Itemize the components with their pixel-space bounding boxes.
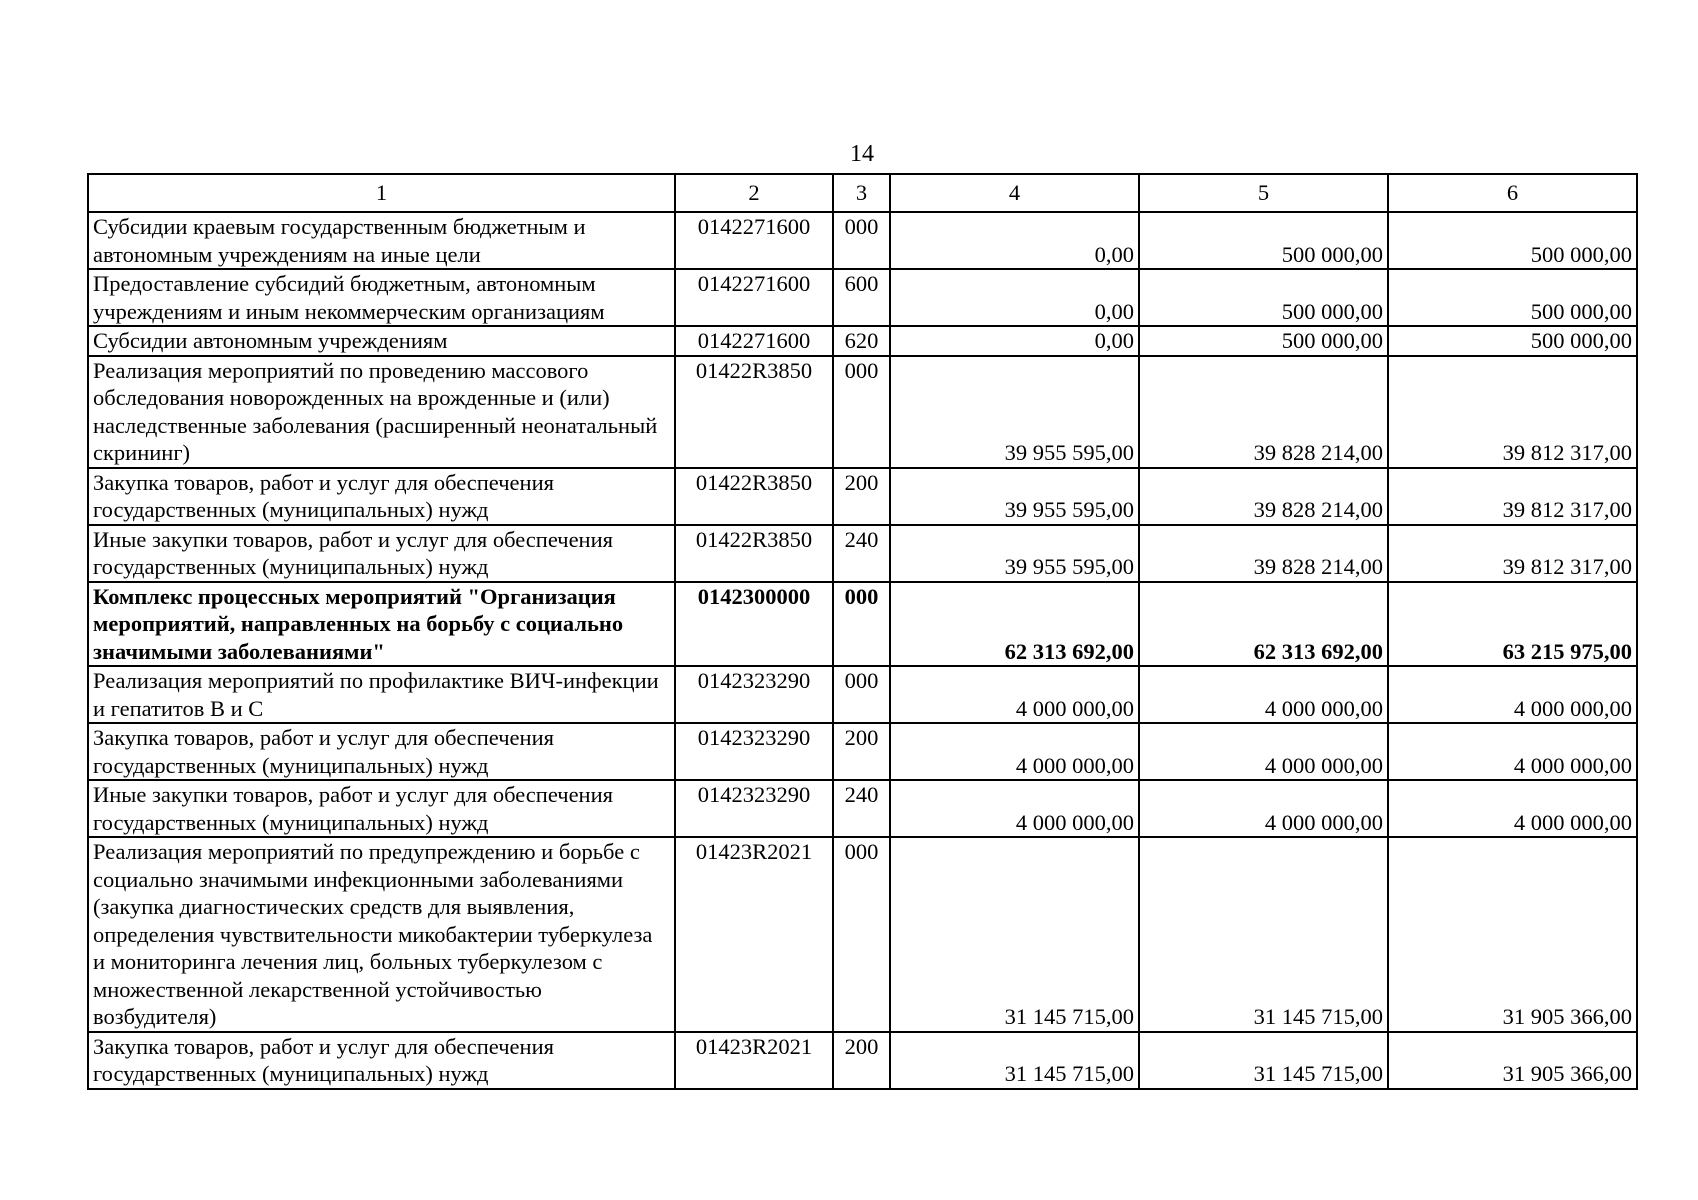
table-row <box>88 326 1637 356</box>
table-row <box>88 356 1637 468</box>
row-expense-type: 620 <box>833 326 890 356</box>
column-header-1: 1 <box>88 174 675 212</box>
row-name: Комплекс процессных мероприятий "Организация мероприятий, направленных на борьбу с социально значимыми заболеваниями" <box>88 582 675 667</box>
table-row <box>88 723 1637 780</box>
row-amount-year3: 4 000 000,00 <box>1388 723 1637 780</box>
budget-table <box>87 173 1638 1090</box>
row-amount-year3: 39 812 317,00 <box>1388 356 1637 468</box>
table-row <box>88 1032 1637 1089</box>
row-code: 0142271600 <box>675 212 833 269</box>
row-expense-type: 000 <box>833 582 890 667</box>
table-row <box>88 212 1637 269</box>
row-expense-type: 000 <box>833 837 890 1032</box>
row-expense-type: 000 <box>833 356 890 468</box>
row-amount-year2: 4 000 000,00 <box>1139 780 1388 837</box>
row-expense-type: 240 <box>833 780 890 837</box>
row-amount-year1: 4 000 000,00 <box>890 780 1139 837</box>
row-amount-year2: 4 000 000,00 <box>1139 666 1388 723</box>
row-code: 01422R3850 <box>675 356 833 468</box>
row-amount-year1: 39 955 595,00 <box>890 356 1139 468</box>
row-amount-year2: 31 145 715,00 <box>1139 1032 1388 1089</box>
row-amount-year1: 31 145 715,00 <box>890 1032 1139 1089</box>
row-amount-year3: 31 905 366,00 <box>1388 837 1637 1032</box>
row-amount-year3: 31 905 366,00 <box>1388 1032 1637 1089</box>
row-name: Субсидии автономным учреждениям <box>88 326 675 356</box>
row-amount-year3: 500 000,00 <box>1388 212 1637 269</box>
table-row <box>88 837 1637 1032</box>
row-expense-type: 200 <box>833 1032 890 1089</box>
row-name: Предоставление субсидий бюджетным, автономным учреждениям и иным некоммерческим организациям <box>88 269 675 326</box>
row-name: Субсидии краевым государственным бюджетным и автономным учреждениям на иные цели <box>88 212 675 269</box>
column-header-3: 3 <box>833 174 890 212</box>
row-code: 0142323290 <box>675 780 833 837</box>
row-amount-year1: 0,00 <box>890 269 1139 326</box>
row-amount-year3: 39 812 317,00 <box>1388 468 1637 525</box>
row-code: 0142323290 <box>675 723 833 780</box>
row-code: 01423R2021 <box>675 837 833 1032</box>
row-amount-year2: 39 828 214,00 <box>1139 525 1388 582</box>
row-amount-year3: 4 000 000,00 <box>1388 666 1637 723</box>
row-expense-type: 240 <box>833 525 890 582</box>
row-amount-year3: 4 000 000,00 <box>1388 780 1637 837</box>
row-amount-year1: 62 313 692,00 <box>890 582 1139 667</box>
row-code: 01422R3850 <box>675 468 833 525</box>
table-row <box>88 666 1637 723</box>
row-code: 01422R3850 <box>675 525 833 582</box>
row-amount-year1: 0,00 <box>890 326 1139 356</box>
row-code: 0142271600 <box>675 269 833 326</box>
row-code: 01423R2021 <box>675 1032 833 1089</box>
row-amount-year2: 500 000,00 <box>1139 326 1388 356</box>
row-expense-type: 200 <box>833 723 890 780</box>
column-header-5: 5 <box>1139 174 1388 212</box>
row-amount-year1: 31 145 715,00 <box>890 837 1139 1032</box>
row-amount-year2: 500 000,00 <box>1139 212 1388 269</box>
row-name: Реализация мероприятий по проведению массового обследования новорожденных на врожденные и (или) наследственные заболевания (расширенный неонатальный скрининг) <box>88 356 675 468</box>
page-number: 14 <box>850 141 874 167</box>
row-name: Реализация мероприятий по предупреждению и борьбе с социально значимыми инфекционными заболеваниями (закупка диагностических средств для выявления, определения чувствительности микобактерии туберкулеза и мониторинга лечения лиц, больных туберкулезом с множественной лекарственной устойчивостью возбудителя) <box>88 837 675 1032</box>
row-amount-year2: 31 145 715,00 <box>1139 837 1388 1032</box>
row-amount-year3: 39 812 317,00 <box>1388 525 1637 582</box>
column-header-6: 6 <box>1388 174 1637 212</box>
row-name: Иные закупки товаров, работ и услуг для обеспечения государственных (муниципальных) нужд <box>88 780 675 837</box>
table-row <box>88 269 1637 326</box>
row-amount-year3: 63 215 975,00 <box>1388 582 1637 667</box>
row-amount-year2: 500 000,00 <box>1139 269 1388 326</box>
row-expense-type: 000 <box>833 666 890 723</box>
row-amount-year2: 39 828 214,00 <box>1139 356 1388 468</box>
table-row-subtotal <box>88 582 1637 667</box>
table-row <box>88 780 1637 837</box>
row-name: Закупка товаров, работ и услуг для обеспечения государственных (муниципальных) нужд <box>88 723 675 780</box>
row-amount-year3: 500 000,00 <box>1388 269 1637 326</box>
row-amount-year2: 4 000 000,00 <box>1139 723 1388 780</box>
column-number-row <box>88 174 1637 212</box>
row-name: Реализация мероприятий по профилактике ВИЧ-инфекции и гепатитов B и C <box>88 666 675 723</box>
row-amount-year1: 4 000 000,00 <box>890 666 1139 723</box>
row-expense-type: 600 <box>833 269 890 326</box>
row-expense-type: 200 <box>833 468 890 525</box>
row-amount-year1: 4 000 000,00 <box>890 723 1139 780</box>
row-code: 0142300000 <box>675 582 833 667</box>
row-name: Закупка товаров, работ и услуг для обеспечения государственных (муниципальных) нужд <box>88 1032 675 1089</box>
row-expense-type: 000 <box>833 212 890 269</box>
row-amount-year1: 39 955 595,00 <box>890 468 1139 525</box>
table-row <box>88 525 1637 582</box>
row-amount-year3: 500 000,00 <box>1388 326 1637 356</box>
row-code: 0142271600 <box>675 326 833 356</box>
row-amount-year2: 62 313 692,00 <box>1139 582 1388 667</box>
row-name: Иные закупки товаров, работ и услуг для обеспечения государственных (муниципальных) нужд <box>88 525 675 582</box>
row-code: 0142323290 <box>675 666 833 723</box>
column-header-4: 4 <box>890 174 1139 212</box>
row-name: Закупка товаров, работ и услуг для обеспечения государственных (муниципальных) нужд <box>88 468 675 525</box>
row-amount-year2: 39 828 214,00 <box>1139 468 1388 525</box>
row-amount-year1: 39 955 595,00 <box>890 525 1139 582</box>
table-row <box>88 468 1637 525</box>
row-amount-year1: 0,00 <box>890 212 1139 269</box>
column-header-2: 2 <box>675 174 833 212</box>
